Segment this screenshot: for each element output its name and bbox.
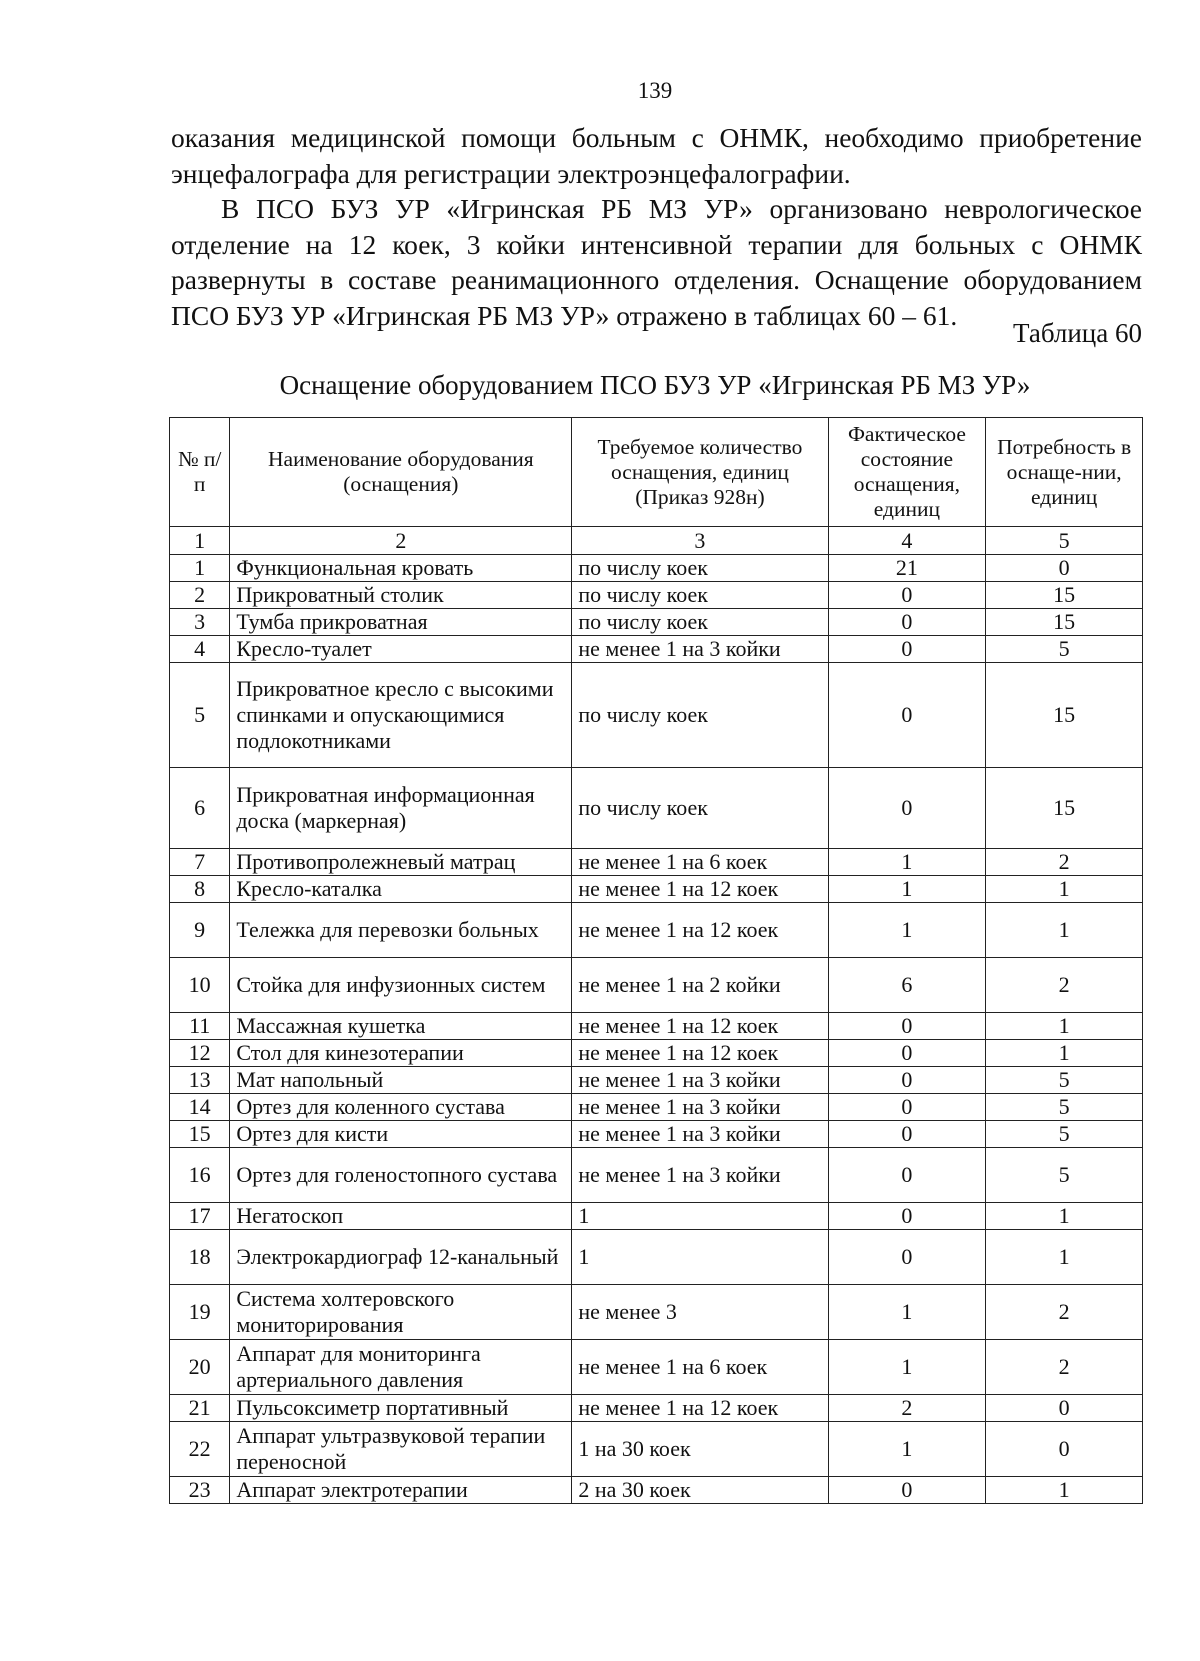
cell-need: 0 [986, 1395, 1143, 1422]
cell-number: 23 [170, 1477, 230, 1504]
table-row [170, 876, 1143, 903]
cell-actual: 1 [828, 903, 986, 958]
cell-actual: 6 [828, 958, 986, 1013]
table-row [170, 609, 1143, 636]
cell-need: 1 [986, 1203, 1143, 1230]
cell-actual: 0 [828, 1230, 986, 1285]
column-number: 1 [170, 527, 230, 555]
table-row [170, 903, 1143, 958]
cell-required: по числу коек [572, 609, 828, 636]
cell-number: 5 [170, 663, 230, 768]
table-row [170, 1121, 1143, 1148]
table-row [170, 1230, 1143, 1285]
cell-actual: 21 [828, 555, 986, 582]
cell-need: 5 [986, 1094, 1143, 1121]
cell-required: не менее 3 [572, 1285, 828, 1340]
cell-name: Противопролежневый матрац [230, 849, 572, 876]
cell-required: не менее 1 на 3 койки [572, 1148, 828, 1203]
cell-required: не менее 1 на 12 коек [572, 1013, 828, 1040]
cell-number: 16 [170, 1148, 230, 1203]
cell-number: 20 [170, 1340, 230, 1395]
cell-number: 22 [170, 1422, 230, 1477]
cell-actual: 0 [828, 1094, 986, 1121]
cell-actual: 0 [828, 609, 986, 636]
table-row [170, 958, 1143, 1013]
body-text [171, 120, 1142, 333]
cell-need: 1 [986, 1230, 1143, 1285]
cell-name: Кресло-туалет [230, 636, 572, 663]
cell-name: Прикроватное кресло с высокими спинками и опускающимися подлокотниками [230, 663, 572, 768]
cell-name: Пульсоксиметр портативный [230, 1395, 572, 1422]
cell-required: по числу коек [572, 582, 828, 609]
table-row [170, 663, 1143, 768]
cell-number: 13 [170, 1067, 230, 1094]
equipment-table [169, 417, 1143, 1504]
cell-required: не менее 1 на 3 койки [572, 1121, 828, 1148]
table-row [170, 1285, 1143, 1340]
cell-name: Стойка для инфузионных систем [230, 958, 572, 1013]
cell-actual: 0 [828, 1477, 986, 1504]
cell-name: Кресло-каталка [230, 876, 572, 903]
cell-actual: 0 [828, 1148, 986, 1203]
cell-need: 1 [986, 1040, 1143, 1067]
cell-required: не менее 1 на 3 койки [572, 636, 828, 663]
cell-required: 1 [572, 1203, 828, 1230]
cell-actual: 1 [828, 876, 986, 903]
cell-actual: 0 [828, 1040, 986, 1067]
cell-need: 2 [986, 849, 1143, 876]
paragraph-2: В ПСО БУЗ УР «Игринская РБ МЗ УР» организовано неврологическое отделение на 12 коек, 3 койки интенсивной терапии для больных с ОНМК развернуты в составе реанимационного отделения. Оснащение оборудованием ПСО БУЗ УР «Игринская РБ МЗ УР» отражено в таблицах 60 – 61. [171, 193, 1142, 331]
cell-name: Ортез для кисти [230, 1121, 572, 1148]
cell-number: 15 [170, 1121, 230, 1148]
cell-need: 0 [986, 1422, 1143, 1477]
cell-number: 12 [170, 1040, 230, 1067]
cell-number: 7 [170, 849, 230, 876]
cell-actual: 0 [828, 1067, 986, 1094]
cell-need: 2 [986, 1285, 1143, 1340]
table-row [170, 1067, 1143, 1094]
cell-number: 21 [170, 1395, 230, 1422]
cell-name: Прикроватная информационная доска (маркерная) [230, 768, 572, 849]
cell-required: не менее 1 на 6 коек [572, 1340, 828, 1395]
cell-required: не менее 1 на 12 коек [572, 876, 828, 903]
cell-actual: 0 [828, 663, 986, 768]
column-number: 4 [828, 527, 986, 555]
cell-name: Аппарат ультразвуковой терапии переносной [230, 1422, 572, 1477]
cell-need: 2 [986, 958, 1143, 1013]
cell-need: 15 [986, 768, 1143, 849]
paragraph-1: оказания медицинской помощи больным с ОНМК, необходимо приобретение энцефалографа для регистрации электроэнцефалографии. [171, 122, 1142, 189]
cell-need: 15 [986, 582, 1143, 609]
cell-required: не менее 1 на 12 коек [572, 1040, 828, 1067]
table-row [170, 1040, 1143, 1067]
cell-required: не менее 1 на 2 койки [572, 958, 828, 1013]
cell-name: Тележка для перевозки больных [230, 903, 572, 958]
table-row [170, 768, 1143, 849]
cell-number: 3 [170, 609, 230, 636]
cell-number: 19 [170, 1285, 230, 1340]
cell-name: Мат напольный [230, 1067, 572, 1094]
cell-required: 1 на 30 коек [572, 1422, 828, 1477]
table-row [170, 636, 1143, 663]
cell-number: 18 [170, 1230, 230, 1285]
cell-need: 5 [986, 1067, 1143, 1094]
cell-need: 15 [986, 609, 1143, 636]
cell-actual: 0 [828, 636, 986, 663]
cell-actual: 0 [828, 768, 986, 849]
cell-need: 5 [986, 1121, 1143, 1148]
cell-actual: 1 [828, 1285, 986, 1340]
cell-number: 6 [170, 768, 230, 849]
cell-required: по числу коек [572, 555, 828, 582]
cell-name: Аппарат электротерапии [230, 1477, 572, 1504]
cell-need: 1 [986, 1477, 1143, 1504]
header-actual: Фактическое состояние оснащения, единиц [828, 418, 986, 527]
table-row [170, 1094, 1143, 1121]
cell-number: 8 [170, 876, 230, 903]
table-row [170, 1395, 1143, 1422]
cell-name: Система холтеровского мониторирования [230, 1285, 572, 1340]
column-number-row [170, 527, 1143, 555]
cell-required: по числу коек [572, 663, 828, 768]
table-row [170, 582, 1143, 609]
cell-name: Негатоскоп [230, 1203, 572, 1230]
header-required: Требуемое количество оснащения, единиц (Приказ 928н) [572, 418, 828, 527]
cell-name: Функциональная кровать [230, 555, 572, 582]
cell-actual: 0 [828, 1121, 986, 1148]
cell-required: 2 на 30 коек [572, 1477, 828, 1504]
cell-actual: 0 [828, 582, 986, 609]
table-row [170, 1477, 1143, 1504]
cell-number: 1 [170, 555, 230, 582]
column-number: 2 [230, 527, 572, 555]
header-number: № п/п [170, 418, 230, 527]
cell-required: не менее 1 на 12 коек [572, 903, 828, 958]
cell-need: 1 [986, 1013, 1143, 1040]
cell-actual: 0 [828, 1203, 986, 1230]
column-number: 3 [572, 527, 828, 555]
cell-name: Ортез для коленного сустава [230, 1094, 572, 1121]
cell-number: 2 [170, 582, 230, 609]
cell-actual: 1 [828, 849, 986, 876]
cell-required: 1 [572, 1230, 828, 1285]
cell-number: 9 [170, 903, 230, 958]
cell-number: 4 [170, 636, 230, 663]
cell-required: не менее 1 на 3 койки [572, 1094, 828, 1121]
table-row [170, 555, 1143, 582]
table-row [170, 1422, 1143, 1477]
cell-number: 11 [170, 1013, 230, 1040]
table-row [170, 1340, 1143, 1395]
cell-actual: 1 [828, 1340, 986, 1395]
cell-name: Массажная кушетка [230, 1013, 572, 1040]
cell-actual: 1 [828, 1422, 986, 1477]
header-need: Потребность в оснаще-нии, единиц [986, 418, 1143, 527]
table-row [170, 849, 1143, 876]
cell-need: 0 [986, 555, 1143, 582]
cell-required: не менее 1 на 12 коек [572, 1395, 828, 1422]
table-header-row [170, 418, 1143, 527]
cell-required: не менее 1 на 6 коек [572, 849, 828, 876]
cell-need: 5 [986, 1148, 1143, 1203]
cell-required: по числу коек [572, 768, 828, 849]
cell-number: 17 [170, 1203, 230, 1230]
table-title: Оснащение оборудованием ПСО БУЗ УР «Игринская РБ МЗ УР» [279, 370, 1031, 400]
cell-name: Электрокардиограф 12-канальный [230, 1230, 572, 1285]
page-number: 139 [637, 78, 673, 103]
column-number: 5 [986, 527, 1143, 555]
cell-need: 2 [986, 1340, 1143, 1395]
cell-need: 15 [986, 663, 1143, 768]
cell-actual: 2 [828, 1395, 986, 1422]
cell-name: Тумба прикроватная [230, 609, 572, 636]
cell-required: не менее 1 на 3 койки [572, 1067, 828, 1094]
cell-need: 5 [986, 636, 1143, 663]
cell-name: Стол для кинезотерапии [230, 1040, 572, 1067]
table-body [170, 555, 1143, 1504]
cell-actual: 0 [828, 1013, 986, 1040]
cell-name: Прикроватный столик [230, 582, 572, 609]
cell-name: Аппарат для мониторинга артериального давления [230, 1340, 572, 1395]
cell-number: 14 [170, 1094, 230, 1121]
cell-number: 10 [170, 958, 230, 1013]
table-label: Таблица 60 [1013, 318, 1142, 348]
table-row [170, 1203, 1143, 1230]
header-name: Наименование оборудования (оснащения) [230, 418, 572, 527]
cell-name: Ортез для голеностопного сустава [230, 1148, 572, 1203]
cell-need: 1 [986, 876, 1143, 903]
table-row [170, 1148, 1143, 1203]
cell-need: 1 [986, 903, 1143, 958]
table-row [170, 1013, 1143, 1040]
